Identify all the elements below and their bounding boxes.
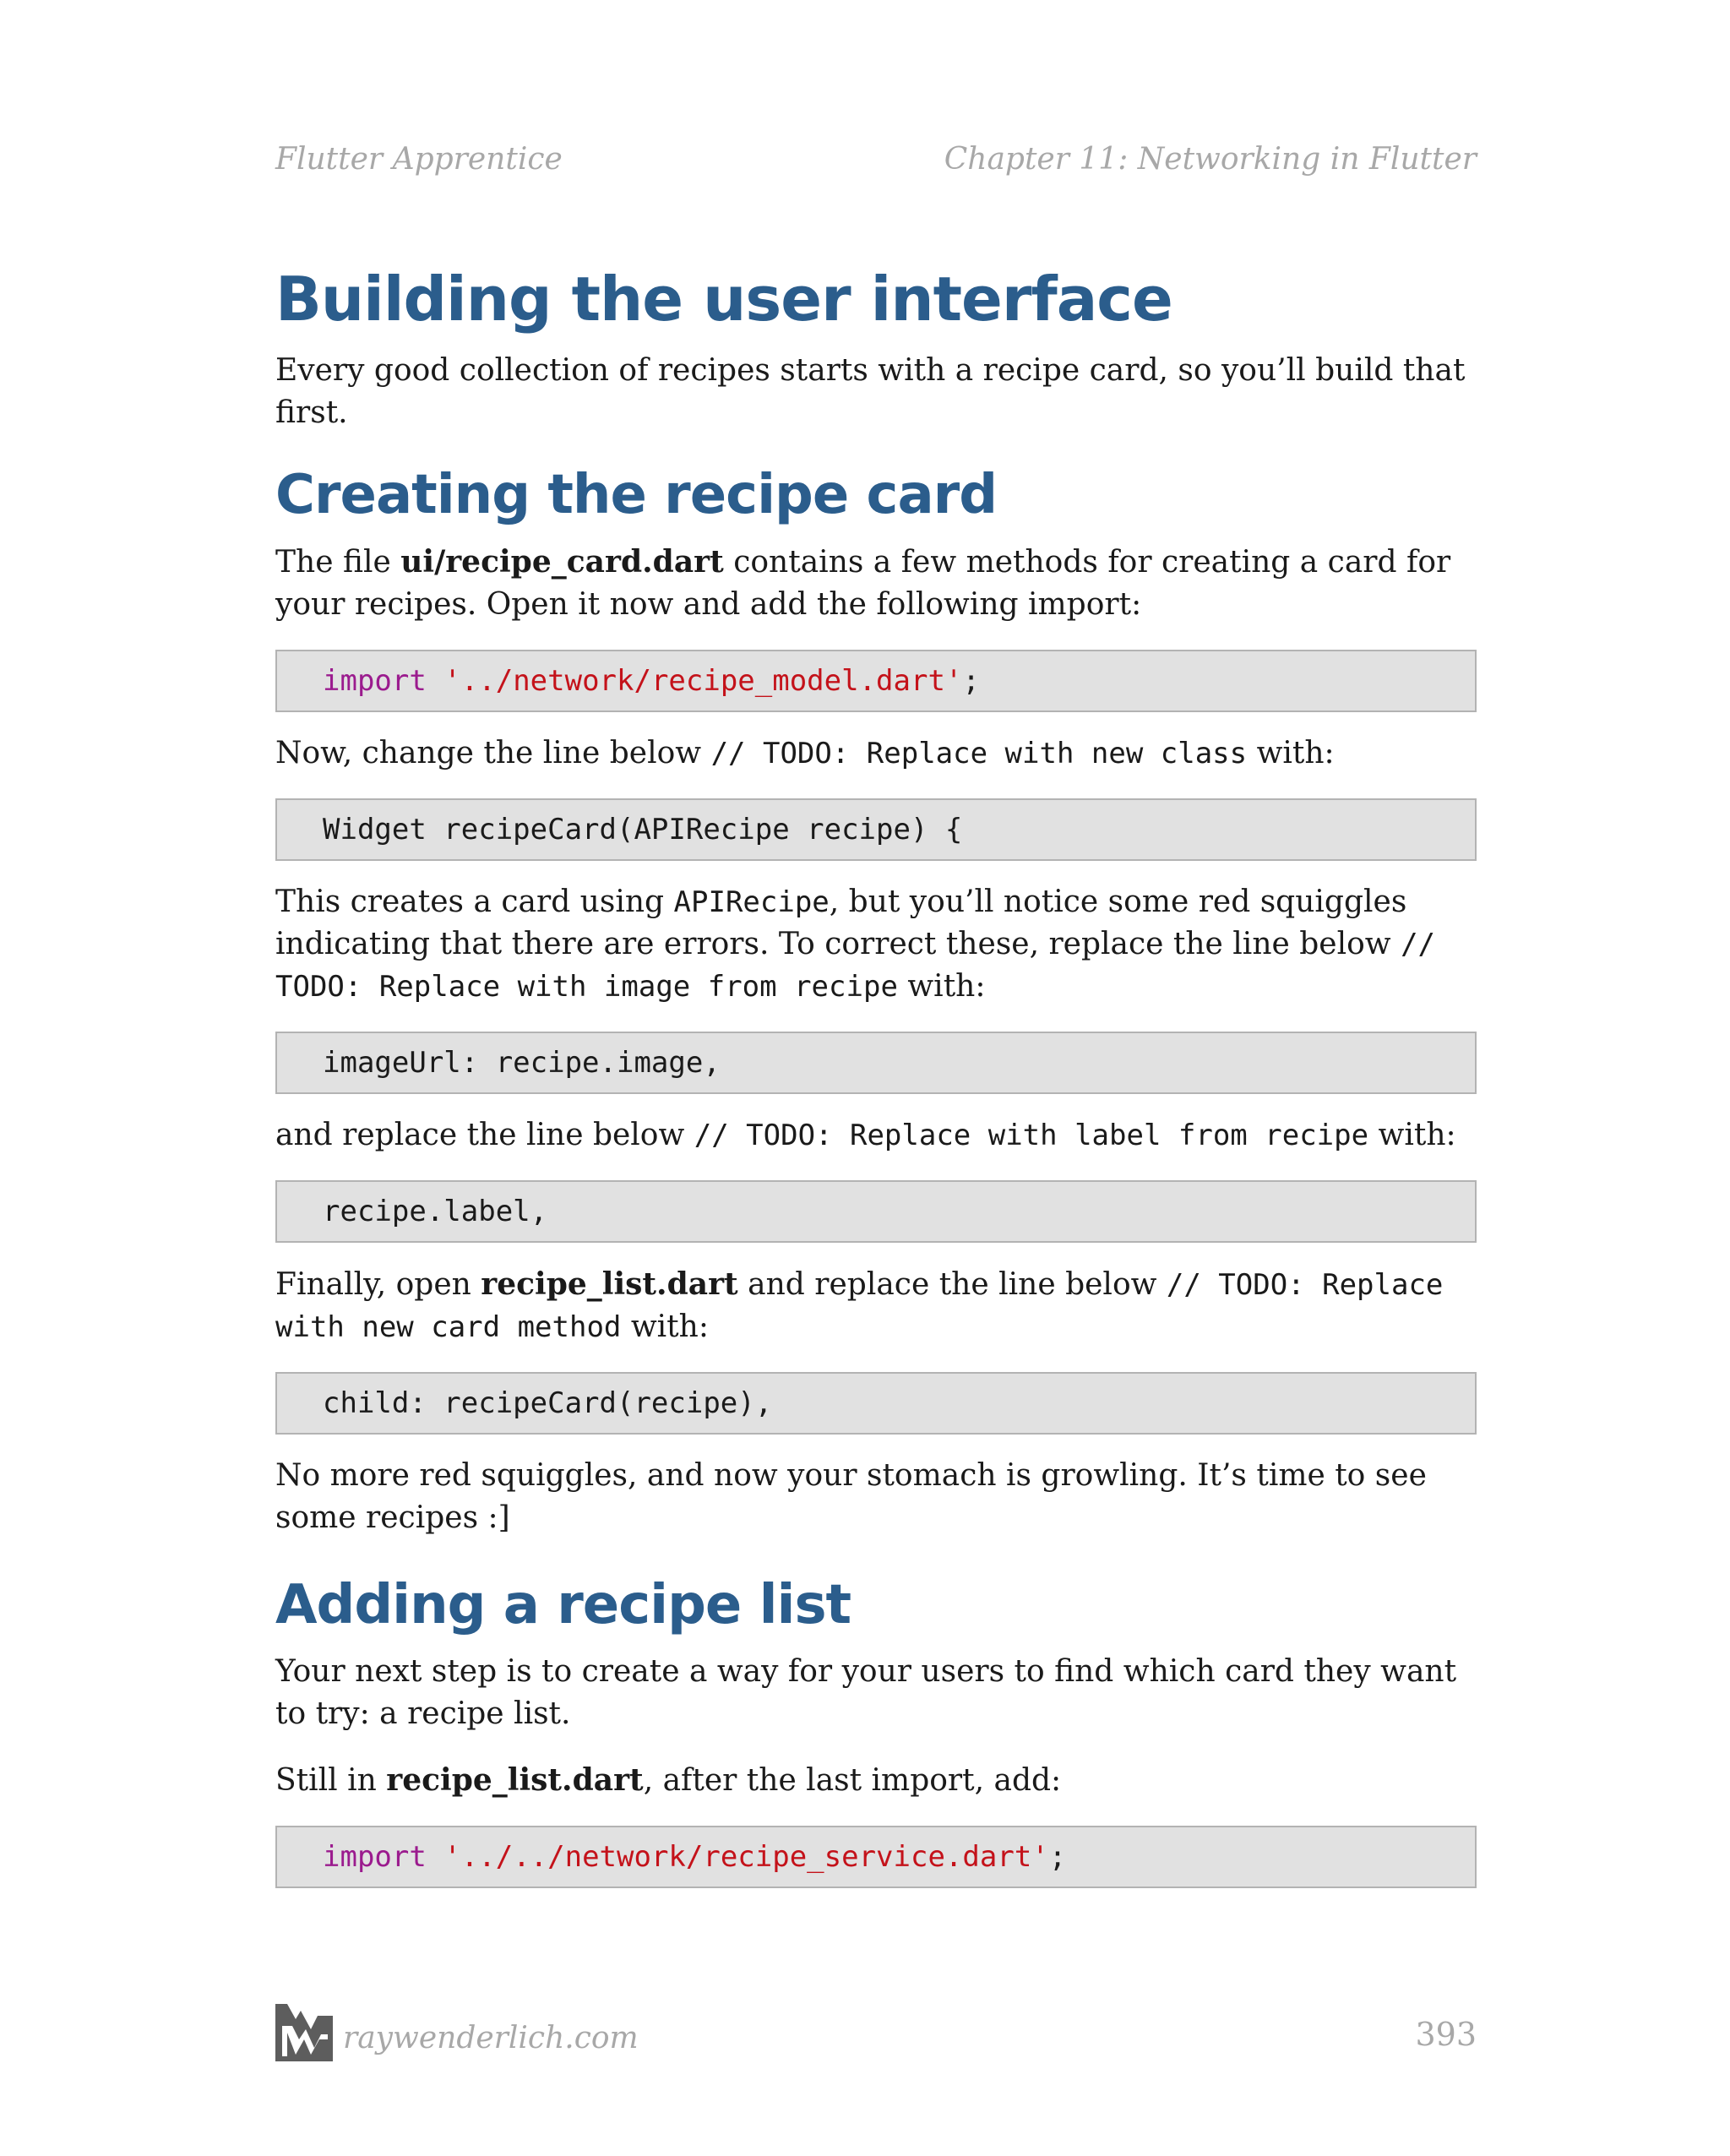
file-name: recipe_list.dart xyxy=(481,1266,738,1302)
file-name: ui/recipe_card.dart xyxy=(400,544,724,580)
paragraph-change-line: Now, change the line below // TODO: Replace with new class with: xyxy=(275,736,1335,770)
intro-paragraph: Every good collection of recipes starts with a recipe card, so you’ll build that first. xyxy=(275,353,1466,430)
code-keyword: import xyxy=(323,664,427,698)
book-page xyxy=(275,0,1477,2156)
paragraph-recipe-card-file: The file ui/recipe_card.dart contains a few methods for creating a card for your recipes. Open it now and add the following import: xyxy=(275,544,1451,622)
book-title: Flutter Apprentice xyxy=(275,142,563,177)
paragraph-no-more-squiggles: No more red squiggles, and now your stomach is growling. It’s time to see some recipes :] xyxy=(275,1458,1427,1535)
code-block-widget-recipe-card: Widget recipeCard(APIRecipe recipe) { xyxy=(275,798,1477,861)
paragraph-next-step: Your next step is to create a way for your users to find which card they want to try: a recipe list. xyxy=(275,1654,1457,1731)
paragraph-open-recipe-list: Finally, open recipe_list.dart and replace the line below // TODO: Replace with new card method with: xyxy=(275,1266,1444,1344)
page-content xyxy=(275,253,1477,1888)
file-name: recipe_list.dart xyxy=(386,1762,644,1798)
page-number: 393 xyxy=(1415,2016,1477,2053)
code-block-import-recipe-model: import '../network/recipe_model.dart'; xyxy=(275,650,1477,712)
site-name: raywenderlich.com xyxy=(343,2021,639,2055)
inline-code: // TODO: Replace with new class xyxy=(710,737,1248,770)
running-header xyxy=(275,142,1477,184)
code-block-recipe-label: recipe.label, xyxy=(275,1180,1477,1243)
code-block-import-recipe-service: import '../../network/recipe_service.dart'; xyxy=(275,1826,1477,1888)
paragraph-replace-label: and replace the line below // TODO: Replace with label from recipe with: xyxy=(275,1118,1456,1152)
inline-code: // TODO: Replace with label from recipe xyxy=(694,1119,1369,1152)
section-heading-recipe-card: Creating the recipe card xyxy=(275,464,997,526)
paragraph-still-in-recipe-list: Still in recipe_list.dart, after the last import, add: xyxy=(275,1762,1062,1798)
section-heading-recipe-list: Adding a recipe list xyxy=(275,1574,851,1636)
inline-code: // TODO: Replace with image from recipe xyxy=(275,928,1436,1004)
chapter-title: Chapter 11: Networking in Flutter xyxy=(944,142,1477,177)
code-string: '../../network/recipe_service.dart' xyxy=(443,1840,1049,1874)
raywenderlich-logo-icon xyxy=(275,2004,333,2061)
paragraph-red-squiggles: This creates a card using APIRecipe, but you’ll notice some red squiggles indicating that there are errors. To correct these, replace the line below // TODO: Replace with image from recipe with: xyxy=(275,885,1436,1004)
code-string: '../network/recipe_model.dart' xyxy=(443,664,963,698)
page-footer xyxy=(275,2004,1477,2072)
code-block-child-recipe-card: child: recipeCard(recipe), xyxy=(275,1372,1477,1435)
inline-code: APIRecipe xyxy=(673,885,830,919)
section-heading-building-ui: Building the user interface xyxy=(275,264,1172,335)
code-block-image-url: imageUrl: recipe.image, xyxy=(275,1032,1477,1094)
code-keyword: import xyxy=(323,1840,427,1874)
inline-code: // TODO: Replace with new card method xyxy=(275,1268,1444,1344)
